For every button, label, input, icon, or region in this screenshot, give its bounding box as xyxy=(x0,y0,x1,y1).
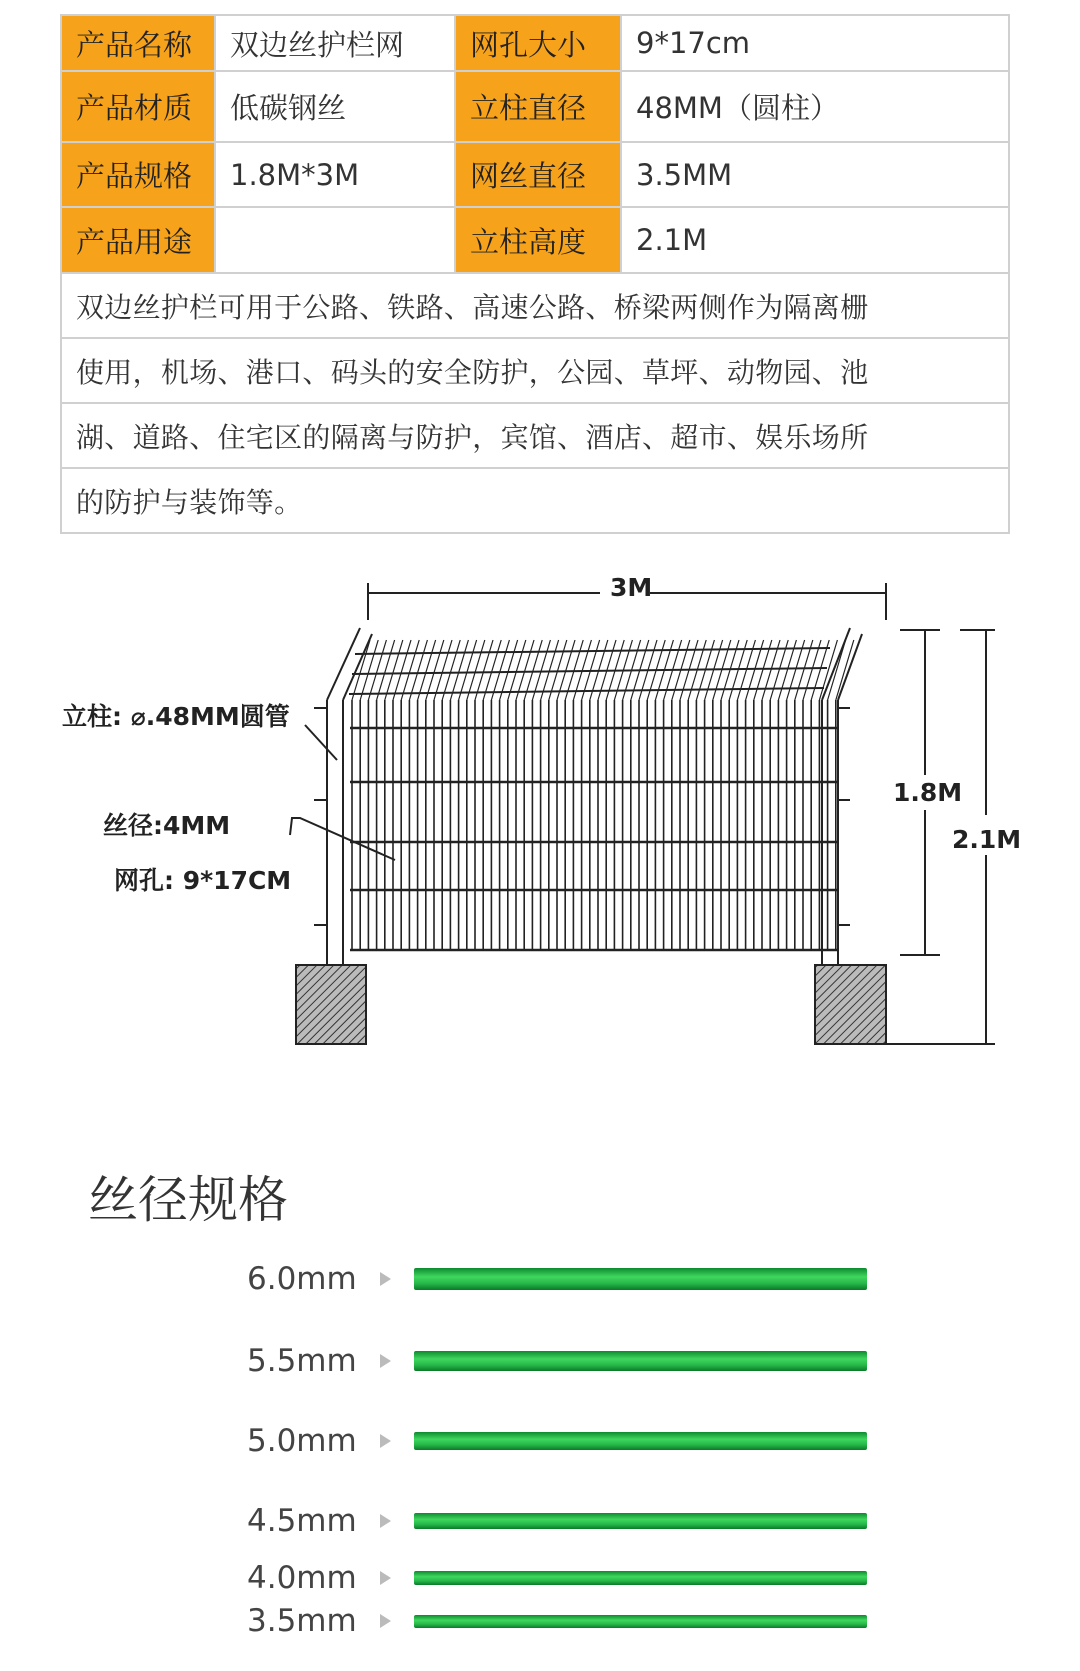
description-row xyxy=(61,403,1009,468)
wire-sample-bar xyxy=(414,1432,867,1450)
wire-sample-bar xyxy=(414,1513,867,1529)
triangle-right-icon xyxy=(380,1354,391,1368)
wire-spec-row xyxy=(0,1558,1080,1598)
description-line: 湖、道路、住宅区的隔离与防护，宾馆、酒店、超市、娱乐场所 xyxy=(61,403,1009,468)
mesh-size-label: 网孔: 9*17CM xyxy=(114,866,292,895)
spec-value: 3.5MM xyxy=(621,142,1009,207)
spec-key: 立柱高度 xyxy=(455,207,621,273)
post-label: 立柱: ⌀.48MM圆管 xyxy=(62,702,290,731)
triangle-right-icon xyxy=(380,1571,391,1585)
description-row xyxy=(61,338,1009,403)
description-line: 的防护与装饰等。 xyxy=(61,468,1009,533)
description-line: 双边丝护栏可用于公路、铁路、高速公路、桥梁两侧作为隔离栅 xyxy=(61,273,1009,338)
spec-key: 产品用途 xyxy=(61,207,215,273)
spec-key: 网丝直径 xyxy=(455,142,621,207)
left-footing xyxy=(296,965,366,1044)
spec-value: 低碳钢丝 xyxy=(215,71,455,142)
spec-value xyxy=(215,207,455,273)
spec-value: 1.8M*3M xyxy=(215,142,455,207)
spec-key: 网孔大小 xyxy=(455,15,621,71)
wire-size-label: 5.0mm xyxy=(247,1423,357,1459)
width-label: 3M xyxy=(610,573,653,602)
spec-key: 立柱直径 xyxy=(455,71,621,142)
wire-size-label: 4.0mm xyxy=(247,1560,357,1596)
wire-spec-row xyxy=(0,1501,1080,1541)
spec-value: 双边丝护栏网 xyxy=(215,15,455,71)
spec-key: 产品规格 xyxy=(61,142,215,207)
table-row xyxy=(61,71,1009,142)
wire-spec-row xyxy=(0,1601,1080,1641)
wire-sample-bar xyxy=(414,1615,867,1628)
triangle-right-icon xyxy=(380,1434,391,1448)
spec-key: 产品材质 xyxy=(61,71,215,142)
table-row xyxy=(61,207,1009,273)
wire-specs-title: 丝径规格 xyxy=(88,1171,288,1229)
spec-key: 产品名称 xyxy=(61,15,215,71)
wire-size-label: 6.0mm xyxy=(247,1261,357,1297)
wire-sample-bar xyxy=(414,1571,867,1585)
wire-spec-row xyxy=(0,1259,1080,1299)
wire-size-label: 4.5mm xyxy=(247,1503,357,1539)
wire-size-label: 5.5mm xyxy=(247,1343,357,1379)
total-height-label: 2.1M xyxy=(952,825,1022,854)
triangle-right-icon xyxy=(380,1514,391,1528)
wire-size-label: 3.5mm xyxy=(247,1603,357,1639)
triangle-right-icon xyxy=(380,1272,391,1286)
dimension-lines xyxy=(290,583,995,1044)
wire-sample-bar xyxy=(414,1268,867,1290)
description-line: 使用，机场、港口、码头的安全防护，公园、草坪、动物园、池 xyxy=(61,338,1009,403)
description-row xyxy=(61,468,1009,533)
description-row xyxy=(61,273,1009,338)
spec-value: 48MM（圆柱） xyxy=(621,71,1009,142)
spec-table xyxy=(60,14,1010,534)
right-footing xyxy=(815,965,886,1044)
wire-diameter-label: 丝径:4MM xyxy=(103,811,231,840)
wire-spec-row xyxy=(0,1341,1080,1381)
triangle-right-icon xyxy=(380,1614,391,1628)
wire-spec-row xyxy=(0,1421,1080,1461)
fence-mesh xyxy=(314,628,862,1035)
spec-value: 2.1M xyxy=(621,207,1009,273)
table-row xyxy=(61,142,1009,207)
height-label: 1.8M xyxy=(893,778,963,807)
wire-sample-bar xyxy=(414,1351,867,1371)
spec-value: 9*17cm xyxy=(621,15,1009,71)
table-row xyxy=(61,15,1009,71)
